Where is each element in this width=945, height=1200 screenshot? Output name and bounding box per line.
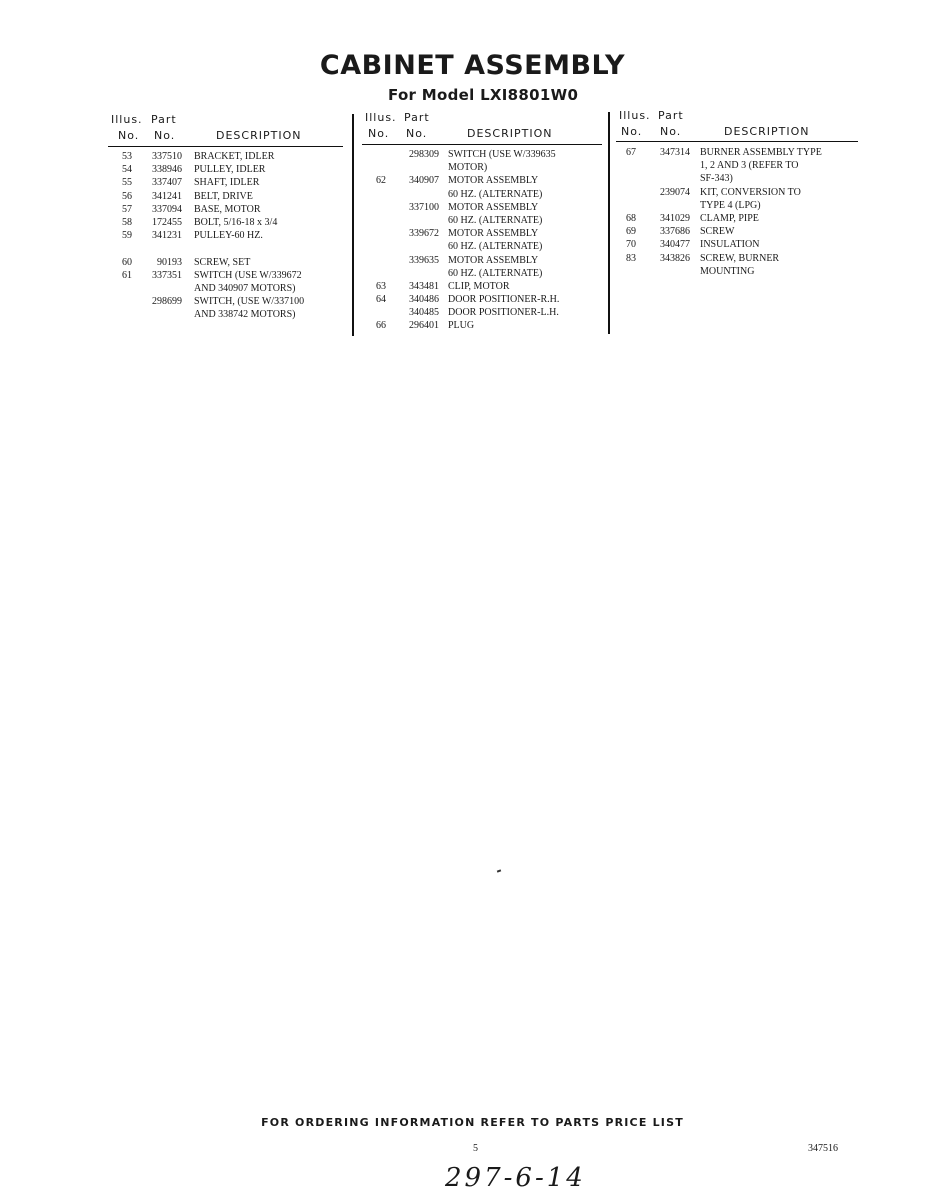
parts-row xyxy=(108,256,343,269)
illus-number: 68 xyxy=(626,212,636,224)
parts-row xyxy=(362,267,602,280)
parts-row xyxy=(108,150,343,163)
part-description: SCREW xyxy=(700,226,735,238)
page-title: CABINET ASSEMBLY xyxy=(319,50,626,81)
parts-row xyxy=(108,176,343,189)
part-description: MOTOR ASSEMBLY xyxy=(448,175,539,187)
illus-number: 53 xyxy=(122,151,132,162)
column-divider xyxy=(608,112,610,334)
part-number: 340907 xyxy=(409,175,439,187)
part-description: BRACKET, IDLER xyxy=(194,151,275,162)
part-description: SWITCH (USE W/339635 xyxy=(448,149,556,160)
parts-row xyxy=(108,163,343,176)
header-part: Part xyxy=(404,111,430,124)
part-description: CLAMP, PIPE xyxy=(700,212,759,224)
parts-row xyxy=(362,240,602,253)
part-description: PULLEY, IDLER xyxy=(194,164,266,176)
ordering-info-footer: FOR ORDERING INFORMATION REFER TO PARTS PRICE LIST xyxy=(261,1116,684,1129)
illus-number: 67 xyxy=(626,147,636,158)
part-description: 60 HZ. (ALTERNATE) xyxy=(448,267,543,279)
parts-row xyxy=(616,238,858,251)
part-description: PLUG xyxy=(448,320,475,332)
header-part: Part xyxy=(658,109,684,122)
part-number: 298699 xyxy=(152,296,182,308)
illus-number: 63 xyxy=(376,280,386,292)
parts-row xyxy=(108,190,343,203)
column-header xyxy=(108,112,343,146)
part-description: MOTOR ASSEMBLY xyxy=(448,201,539,213)
parts-row xyxy=(108,203,343,216)
part-description: AND 338742 MOTORS) xyxy=(194,309,296,321)
part-number: 341029 xyxy=(660,212,690,224)
part-number: 339635 xyxy=(409,254,439,266)
illus-number: 60 xyxy=(122,256,132,268)
parts-row xyxy=(362,254,602,267)
part-number: 337094 xyxy=(152,203,182,215)
parts-row xyxy=(108,242,343,255)
parts-row xyxy=(616,199,858,212)
header-no-part: No. xyxy=(154,129,176,142)
column-divider xyxy=(352,114,354,336)
part-description: MOTOR) xyxy=(448,162,488,174)
column-header xyxy=(362,110,602,144)
part-description: PULLEY-60 HZ. xyxy=(194,230,263,242)
part-description: KIT, CONVERSION TO xyxy=(700,186,801,198)
parts-row xyxy=(362,280,602,293)
header-illus: Illus. xyxy=(619,109,651,122)
parts-row xyxy=(108,295,343,308)
part-number: 347314 xyxy=(660,147,690,158)
part-description: 60 HZ. (ALTERNATE) xyxy=(448,188,543,200)
parts-list xyxy=(362,148,602,333)
header-rule xyxy=(616,141,858,142)
part-number: 239074 xyxy=(660,186,690,198)
part-number: 337100 xyxy=(409,201,439,213)
parts-row xyxy=(362,188,602,201)
illus-number: 64 xyxy=(376,294,386,306)
header-description: DESCRIPTION xyxy=(216,129,302,142)
header-illus: Illus. xyxy=(365,111,397,124)
parts-row xyxy=(362,306,602,319)
parts-column-1 xyxy=(108,112,343,321)
parts-row xyxy=(616,172,858,185)
part-number: 337407 xyxy=(152,177,182,189)
part-description: MOTOR ASSEMBLY xyxy=(448,254,539,266)
part-number: 337351 xyxy=(152,269,182,281)
part-number: 340486 xyxy=(409,294,439,306)
header-rule xyxy=(362,144,602,145)
parts-row xyxy=(616,146,858,159)
part-description: MOTOR ASSEMBLY xyxy=(448,228,539,240)
part-description: BOLT, 5/16-18 x 3/4 xyxy=(194,216,278,228)
part-description: MOUNTING xyxy=(700,265,755,277)
part-number: 343481 xyxy=(409,280,439,292)
part-description: SWITCH, (USE W/337100 xyxy=(194,296,305,308)
parts-row xyxy=(616,186,858,199)
illus-number: 70 xyxy=(626,239,636,251)
parts-column-2 xyxy=(362,110,602,332)
part-description: SWITCH (USE W/339672 xyxy=(194,269,302,281)
parts-row xyxy=(616,212,858,225)
part-description: INSULATION xyxy=(700,239,760,251)
illus-number: 66 xyxy=(376,320,386,332)
parts-row xyxy=(362,201,602,214)
header-description: DESCRIPTION xyxy=(724,125,810,138)
model-subtitle: For Model LXI8801W0 xyxy=(388,86,579,104)
parts-row xyxy=(362,174,602,187)
part-number: 341231 xyxy=(152,230,182,242)
header-rule xyxy=(108,146,343,147)
part-description: DOOR POSITIONER-R.H. xyxy=(448,294,560,306)
parts-list xyxy=(108,150,343,321)
part-description: SCREW, BURNER xyxy=(700,252,780,264)
part-description: BURNER ASSEMBLY TYPE xyxy=(700,147,822,158)
part-description: AND 340907 MOTORS) xyxy=(194,282,296,294)
part-number: 296401 xyxy=(409,320,439,332)
part-number: 90193 xyxy=(157,256,182,268)
parts-row xyxy=(108,216,343,229)
illus-number: 69 xyxy=(626,226,636,238)
part-number: 343826 xyxy=(660,252,690,264)
parts-row xyxy=(362,161,602,174)
parts-row xyxy=(616,159,858,172)
part-description: TYPE 4 (LPG) xyxy=(700,199,761,211)
header-no-part: No. xyxy=(406,127,428,140)
illus-number: 59 xyxy=(122,230,132,242)
header-part: Part xyxy=(151,113,177,126)
part-description: SHAFT, IDLER xyxy=(194,177,260,189)
illus-number: 61 xyxy=(122,269,132,281)
header-no-illus: No. xyxy=(621,125,643,138)
part-number: 341241 xyxy=(152,190,182,202)
part-description: DOOR POSITIONER-L.H. xyxy=(448,307,559,319)
part-number: 338946 xyxy=(152,164,182,176)
illus-number: 58 xyxy=(122,216,132,228)
part-number: 339672 xyxy=(409,228,439,240)
part-description: 60 HZ. (ALTERNATE) xyxy=(448,241,543,253)
parts-row xyxy=(362,214,602,227)
illus-number: 55 xyxy=(122,177,132,189)
part-description: CLIP, MOTOR xyxy=(448,280,510,292)
scan-speck xyxy=(497,869,501,872)
part-description: 60 HZ. (ALTERNATE) xyxy=(448,214,543,226)
parts-row xyxy=(108,282,343,295)
illus-number: 56 xyxy=(122,190,132,202)
parts-row xyxy=(362,319,602,332)
parts-row xyxy=(616,265,858,278)
header-no-illus: No. xyxy=(368,127,390,140)
illus-number: 54 xyxy=(122,164,132,176)
parts-row xyxy=(362,227,602,240)
illus-number: 57 xyxy=(122,203,132,215)
parts-row xyxy=(616,225,858,238)
parts-row xyxy=(362,148,602,161)
header-description: DESCRIPTION xyxy=(467,127,553,140)
part-description: BELT, DRIVE xyxy=(194,190,253,202)
part-description: SF-343) xyxy=(700,173,733,185)
header-no-illus: No. xyxy=(118,129,140,142)
parts-row xyxy=(616,252,858,265)
header-no-part: No. xyxy=(660,125,682,138)
parts-list xyxy=(616,146,858,278)
part-number: 340477 xyxy=(660,239,690,251)
illus-number: 62 xyxy=(376,175,386,187)
part-description: 1, 2 AND 3 (REFER TO xyxy=(700,160,799,172)
parts-row xyxy=(108,308,343,321)
parts-row xyxy=(108,269,343,282)
part-number: 337686 xyxy=(660,226,690,238)
part-number: 298309 xyxy=(409,149,439,160)
part-description: SCREW, SET xyxy=(194,256,251,268)
document-number: 347516 xyxy=(808,1143,838,1154)
parts-row xyxy=(108,229,343,242)
parts-row xyxy=(362,293,602,306)
header-illus: Illus. xyxy=(111,113,143,126)
column-header xyxy=(616,108,858,142)
part-description: BASE, MOTOR xyxy=(194,203,261,215)
page-number: 5 xyxy=(473,1143,478,1154)
part-number: 337510 xyxy=(152,151,182,162)
illus-number: 83 xyxy=(626,252,636,264)
parts-column-3 xyxy=(616,108,858,277)
part-number: 172455 xyxy=(152,216,182,228)
part-number: 340485 xyxy=(409,307,439,319)
handwritten-note: 297-6-14 xyxy=(445,1163,586,1193)
